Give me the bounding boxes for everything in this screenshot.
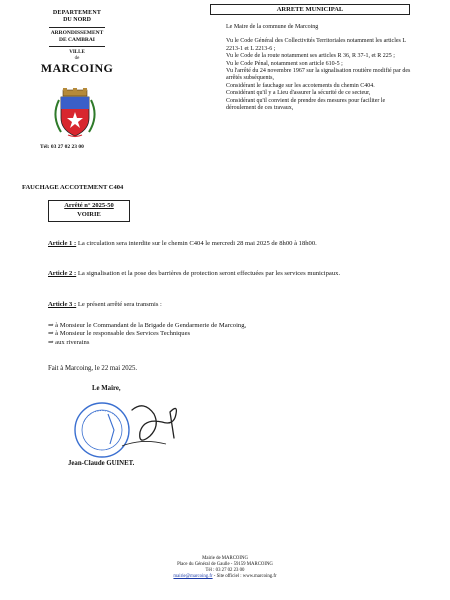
arrete-number: Arrêté n° 2025-50 xyxy=(64,202,114,209)
telephone: Tél: 03 27 02 23 00 xyxy=(40,144,84,150)
consideration-item: Considérant qu'il y a Lieu d'assurer la sécurité de ce secteur, xyxy=(226,90,371,97)
footer-site: - Site officiel : www.marcoing.fr xyxy=(212,574,277,579)
town-name: MARCOING xyxy=(40,61,114,75)
consideration-item: Vu le Code de la route notamment ses articles R 36, R 37-1, et R 225 ; xyxy=(226,53,395,60)
document-type-title: ARRETE MUNICIPAL xyxy=(210,4,410,15)
consideration-item: Vu le Code Pénal, notamment son article 610-5 ; xyxy=(226,60,343,67)
article-3-label: Article 3 : xyxy=(48,301,77,308)
department-line-2: DU NORD xyxy=(63,17,91,23)
mayor-line: Le Maire de la commune de Marcoing xyxy=(226,24,319,30)
footer-line-2: Place du Général de Gaulle - 59159 MARCOING xyxy=(177,562,273,567)
article-2 xyxy=(48,270,403,278)
commune-header xyxy=(22,10,132,75)
header-divider xyxy=(49,46,105,47)
recipient-item: ⇒ à Monsieur le Commandant de la Brigade de Gendarmerie de Marcoing, xyxy=(48,322,247,329)
recipient-item: ⇒ à Monsieur le responsable des Services Techniques xyxy=(48,330,191,338)
consideration-item: Vu le Code Général des Collectivités Territoriales notamment les articles L 2213-1 et L 2213-6 ; xyxy=(226,38,406,52)
coat-of-arms-icon xyxy=(46,88,104,138)
page-footer xyxy=(150,556,300,580)
recipients-list xyxy=(48,322,378,347)
article-3 xyxy=(48,301,403,309)
signer-title: Le Maire, xyxy=(92,385,121,392)
arrete-category: VOIRIE xyxy=(77,211,101,218)
arrondissement-line-2: DE CAMBRAI xyxy=(59,36,95,43)
consideration-item: Considérant qu'il convient de prendre des mesures pour faciliter le déroulement de ces travaux, xyxy=(226,97,386,112)
done-at-line: Fait à Marcoing, le 22 mai 2025. xyxy=(48,365,138,372)
article-2-label: Article 2 : xyxy=(48,270,77,277)
de-label: de xyxy=(74,56,80,61)
arrete-number-box xyxy=(48,200,130,222)
footer-contact xyxy=(150,574,300,580)
consideration-item: Considérant le fauchage sur les accotements du chemin C404. xyxy=(226,82,375,89)
recipient-item: ⇒ aux riverains xyxy=(48,338,90,346)
footer-email-link[interactable]: mairie@marcoing.fr xyxy=(173,574,213,579)
subject-line: FAUCHAGE ACCOTEMENT C404 xyxy=(22,184,124,191)
footer-line-1: Mairie de MARCOING xyxy=(202,556,248,561)
article-3-text: Le présent arrêté sera transmis : xyxy=(76,301,162,308)
article-1 xyxy=(48,240,403,248)
arrondissement-line-1: ARRONDISSEMENT xyxy=(50,30,104,36)
footer-line-3: Tél : 03 27 02 23 00 xyxy=(205,568,245,573)
department-line-1: DEPARTEMENT xyxy=(52,10,102,16)
considerations-block xyxy=(226,24,411,112)
article-1-label: Article 1 : xyxy=(48,240,77,247)
article-2-text: La signalisation et la pose des barrières de protection seront effectuées par les services municipaux. xyxy=(76,270,341,277)
consideration-item: Vu l'arrêté du 24 novembre 1967 sur la signalisation routière modifié par des arrêtés subséquents, xyxy=(226,68,411,82)
header-divider xyxy=(49,27,105,28)
official-stamp-signature-icon xyxy=(62,392,187,464)
signer-name: Jean-Claude GUINET. xyxy=(68,460,135,467)
article-1-text: La circulation sera interdite sur le chemin C404 le mercredi 28 mai 2025 de 8h00 à 18h00. xyxy=(76,240,317,247)
ville-label: VILLE xyxy=(69,50,85,55)
